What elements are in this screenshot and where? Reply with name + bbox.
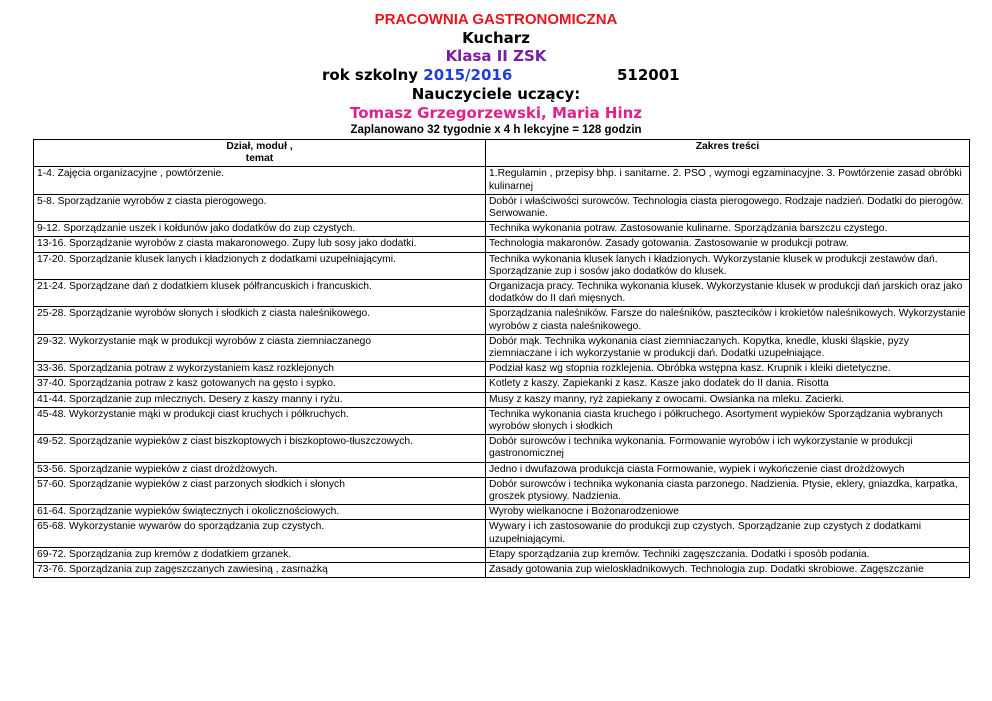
teachers-names: Tomasz Grzegorzewski, Maria Hinz <box>350 104 642 122</box>
table-row <box>34 362 970 377</box>
content-cell: Etapy sporządzania zup kremów. Techniki zagęszczania. Dodatki i sposób podania. <box>486 547 970 562</box>
topic-cell: 17-20. Sporządzanie klusek lanych i kładzionych z dodatkami uzupełniającymi. <box>34 252 486 279</box>
table-row <box>34 477 970 504</box>
table-row <box>34 307 970 334</box>
content-cell: Organizacja pracy. Technika wykonania klusek. Wykorzystanie klusek w produkcji dań jarskich oraz jako dodatków do II dań mięsnych. <box>486 280 970 307</box>
content-cell: Jedno i dwufazowa produkcja ciasta Formowanie, wypiek i wykończenie ciast drożdżowych <box>486 462 970 477</box>
table-row <box>34 435 970 462</box>
school-year-value: 2015/2016 <box>423 66 513 84</box>
content-cell: Sporządzania naleśników. Farsze do naleśników, pasztecików i krokietów naleśnikowych. Wykorzystanie wyrobów z ciasta naleśnikowego. <box>486 307 970 334</box>
content-column-header: Zakres treści <box>486 140 970 167</box>
content-cell: Dobór i właściwości surowców. Technologia ciasta pierogowego. Rodzaje nadzień. Dodatki do pierogów. Serwowanie. <box>486 194 970 221</box>
topic-cell: 29-32. Wykorzystanie mąk w produkcji wyrobów z ciasta ziemniaczanego <box>34 334 486 361</box>
table-row <box>34 563 970 578</box>
school-year-label: rok szkolny <box>322 66 419 84</box>
topic-cell: 25-28. Sporządzanie wyrobów słonych i słodkich z ciasta naleśnikowego. <box>34 307 486 334</box>
table-row <box>34 547 970 562</box>
topic-cell: 5-8. Sporządzanie wyrobów z ciasta pierogowego. <box>34 194 486 221</box>
content-cell: Zasady gotowania zup wieloskładnikowych. Technologia zup. Dodatki skrobiowe. Zagęszczanie <box>486 563 970 578</box>
topic-cell: 33-36. Sporządzania potraw z wykorzystaniem kasz rozklejonych <box>34 362 486 377</box>
table-row <box>34 377 970 392</box>
table-row <box>34 334 970 361</box>
table-row <box>34 462 970 477</box>
content-cell: Wywary i ich zastosowanie do produkcji zup czystych. Sporządzanie zup czystych z dodatkami uzupełniającymi. <box>486 520 970 547</box>
table-row <box>34 167 970 194</box>
hours-plan: Zaplanowano 32 tygodnie x 4 h lekcyjne = 128 godzin <box>350 124 642 136</box>
table-header-row <box>34 140 970 167</box>
topic-cell: 65-68. Wykorzystanie wywarów do sporządzania zup czystych. <box>34 520 486 547</box>
content-cell: Dobór surowców i technika wykonania ciasta parzonego. Nadzienia. Ptysie, eklery, gniazdka, karpatka, groszek ptysiowy. Nadzienia. <box>486 477 970 504</box>
content-cell: Dobór surowców i technika wykonania. Formowanie wyrobów i ich wykorzystanie w produkcji gastronomicznej <box>486 435 970 462</box>
table-row <box>34 194 970 221</box>
content-cell: 1.Regulamin , przepisy bhp. i sanitarne. 2. PSO , wymogi egzaminacyjne. 3. Powtórzenie zasad obróbki kulinarnej <box>486 167 970 194</box>
content-cell: Musy z kaszy manny, ryż zapiekany z owocami. Owsianka na mleku. Zacierki. <box>486 392 970 407</box>
content-cell: Technika wykonania klusek lanych i kładzionych. Wykorzystanie klusek w produkcji zestawów dań. Sporządzanie zup i sosów jako dodatków do klusek. <box>486 252 970 279</box>
document-title: PRACOWNIA GASTRONOMICZNA <box>374 11 618 28</box>
class-name: Klasa II ZSK <box>445 47 547 65</box>
content-cell: Technika wykonania ciasta kruchego i półkruchego. Asortyment wypieków Sporządzania wybranych wyrobów słonych i słodkich <box>486 407 970 434</box>
content-cell: Wyroby wielkanocne i Bożonarodzeniowe <box>486 505 970 520</box>
table-row <box>34 392 970 407</box>
topic-cell: 13-16. Sporządzanie wyrobów z ciasta makaronowego. Zupy lub sosy jako dodatki. <box>34 237 486 252</box>
profession-code: 512001 <box>617 66 680 84</box>
content-cell: Kotlety z kaszy. Zapiekanki z kasz. Kasze jako dodatek do II dania. Risotta <box>486 377 970 392</box>
topic-cell: 49-52. Sporządzanie wypieków z ciast biszkoptowych i biszkoptowo-tłuszczowych. <box>34 435 486 462</box>
topic-cell: 9-12. Sporządzanie uszek i kołdunów jako dodatków do zup czystych. <box>34 222 486 237</box>
content-cell: Technika wykonania potraw. Zastosowanie kulinarne. Sporządzania barszczu czystego. <box>486 222 970 237</box>
table-row <box>34 280 970 307</box>
teachers-label: Nauczyciele uczący: <box>411 85 581 103</box>
topic-cell: 37-40. Sporządzania potraw z kasz gotowanych na gęsto i sypko. <box>34 377 486 392</box>
content-cell: Podział kasz wg stopnia rozklejenia. Obróbka wstępna kasz. Krupnik i kleiki dietetyczne. <box>486 362 970 377</box>
curriculum-table <box>33 139 970 578</box>
profession-name: Kucharz <box>462 29 530 47</box>
topic-cell: 61-64. Sporządzanie wypieków świątecznych i okolicznościowych. <box>34 505 486 520</box>
topic-cell: 1-4. Zajęcia organizacyjne , powtórzenie. <box>34 167 486 194</box>
table-row <box>34 222 970 237</box>
table-row <box>34 520 970 547</box>
content-cell: Technologia makaronów. Zasady gotowania. Zastosowanie w produkcji potraw. <box>486 237 970 252</box>
topic-cell: 21-24. Sporządzane dań z dodatkiem klusek półfrancuskich i francuskich. <box>34 280 486 307</box>
topic-cell: 73-76. Sporządzania zup zagęszczanych zawiesiną , zasmażką <box>34 563 486 578</box>
topic-column-header: Dział, moduł , temat <box>34 140 486 167</box>
topic-cell: 45-48. Wykorzystanie mąki w produkcji ciast kruchych i półkruchych. <box>34 407 486 434</box>
topic-cell: 57-60. Sporządzanie wypieków z ciast parzonych słodkich i słonych <box>34 477 486 504</box>
content-cell: Dobór mąk. Technika wykonania ciast ziemniaczanych. Kopytka, knedle, kluski śląskie, pyzy ziemniaczane i ich wykorzystanie w produkcji dań. Dodatki uzupełniające. <box>486 334 970 361</box>
table-row <box>34 252 970 279</box>
school-year <box>322 66 512 84</box>
topic-cell: 69-72. Sporządzania zup kremów z dodatkiem grzanek. <box>34 547 486 562</box>
table-row <box>34 505 970 520</box>
table-row <box>34 237 970 252</box>
table-row <box>34 407 970 434</box>
topic-cell: 53-56. Sporządzanie wypieków z ciast drożdżowych. <box>34 462 486 477</box>
topic-cell: 41-44. Sporządzanie zup mlecznych. Desery z kaszy manny i ryżu. <box>34 392 486 407</box>
